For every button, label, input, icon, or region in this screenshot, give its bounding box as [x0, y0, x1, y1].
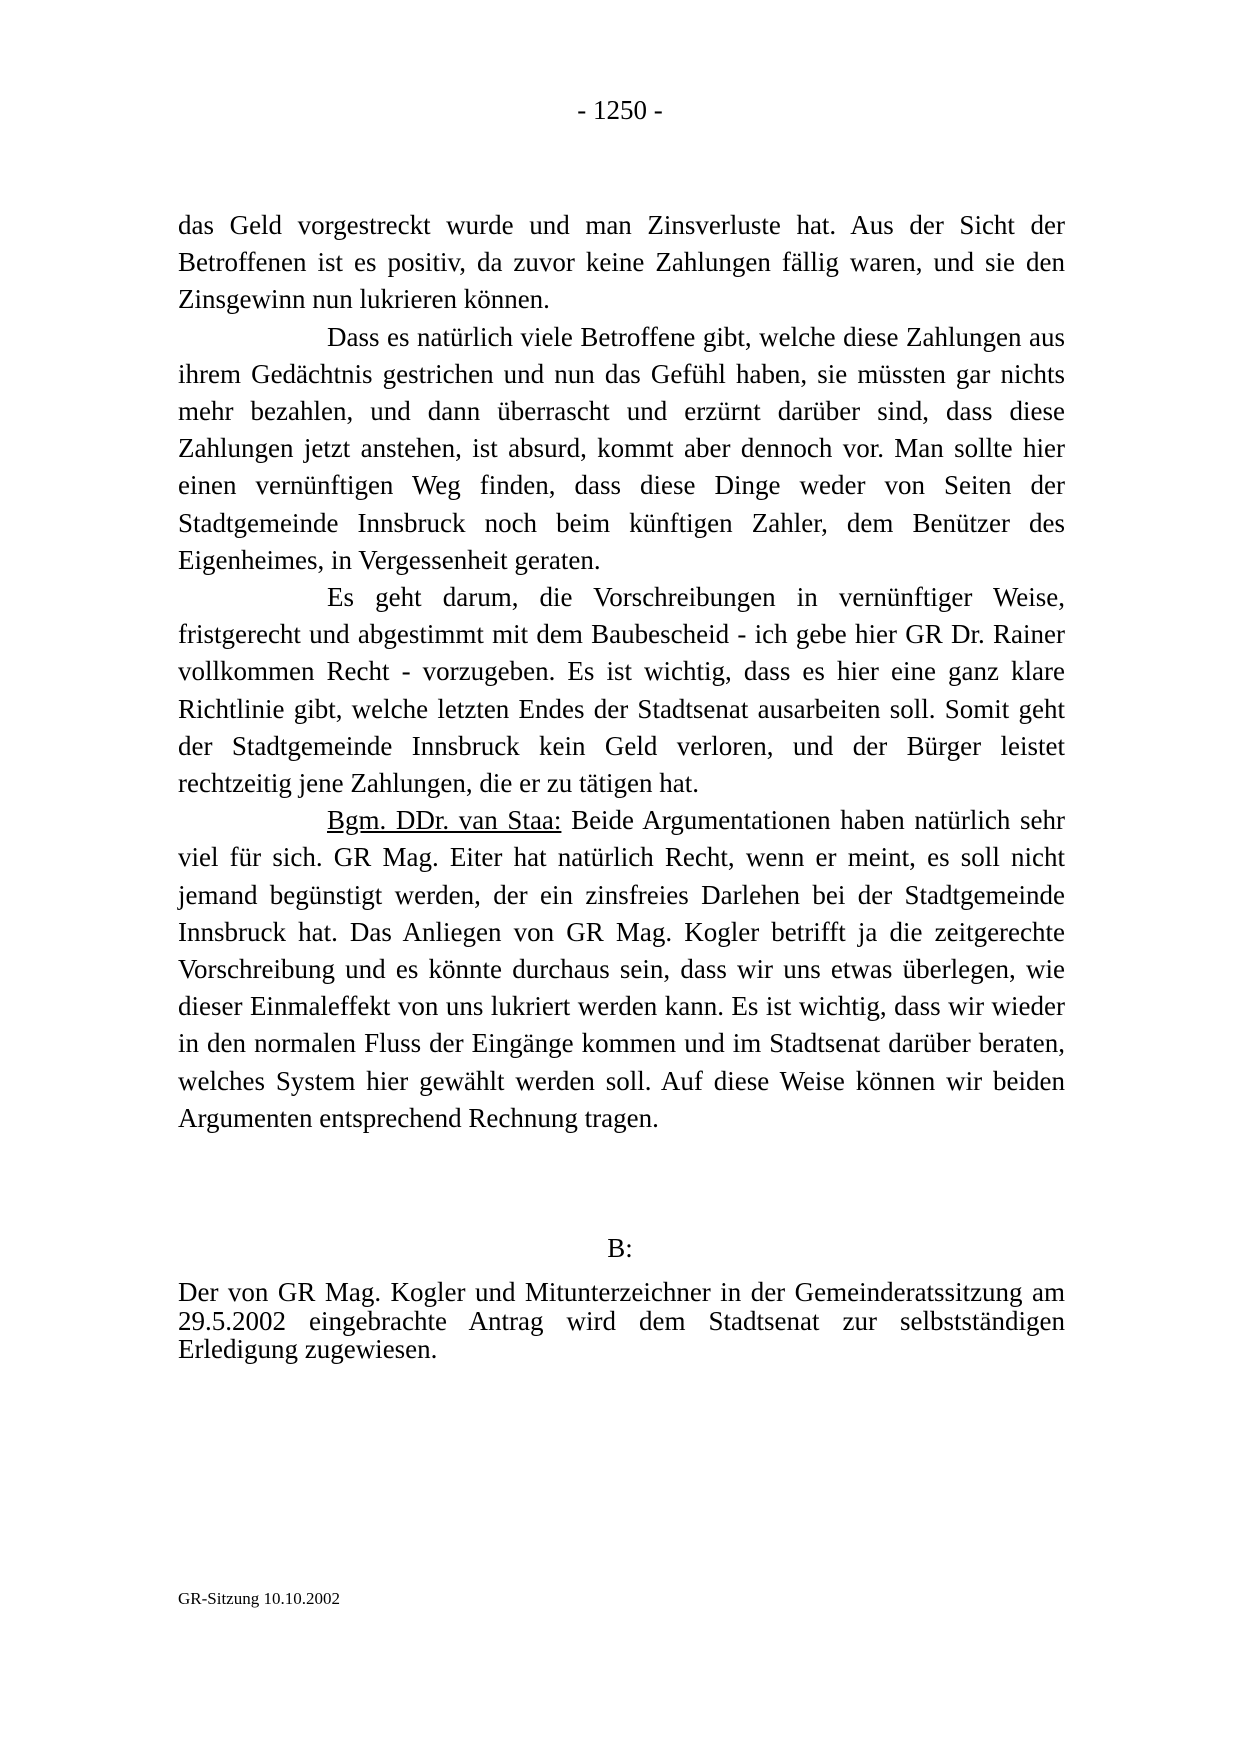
- paragraph-betroffene: Dass es natürlich viele Betroffene gibt, welche diese Zahlungen aus ihrem Gedächtnis gestrichen und nun das Gefühl haben, sie müssten gar nichts mehr bezahlen, und dann überrascht und erzürnt darüber sind, dass diese Zahlungen jetzt anstehen, ist absurd, kommt aber dennoch vor. Man sollte hier einen vernünftigen Weg finden, dass diese Dinge weder von Seiten der Stadtgemeinde Innsbruck noch beim künftigen Zahler, dem Benützer des Eigenheimes, in Vergessenheit geraten.: [178, 321, 1065, 575]
- page-number: - 1250 -: [577, 95, 663, 125]
- resolution-text: Der von GR Mag. Kogler und Mitunterzeichner in der Gemeinderatssitzung am 29.5.2002 eingebrachte Antrag wird dem Stadtsenat zur selbstständigen Erledigung zugewiesen.: [178, 1277, 1065, 1364]
- footer-session-date: GR-Sitzung 10.10.2002: [178, 1589, 340, 1608]
- document-body: [178, 207, 1065, 1137]
- speaker-name: Bgm. DDr. van Staa:: [327, 805, 562, 836]
- paragraph-vorschreibungen: Es geht darum, die Vorschreibungen in vernünftiger Weise, fristgerecht und abgestimmt mit dem Baubescheid - ich gebe hier GR Dr. Rainer vollkommen Recht - vorzugeben. Es ist wichtig, dass es hier eine ganz klare Richtlinie gibt, welche letzten Endes der Stadtsenat ausarbeiten soll. Somit geht der Stadtgemeinde Innsbruck kein Geld verloren, und der Bürger leistet rechtzeitig jene Zahlungen, die er zu tätigen hat.: [178, 582, 1065, 799]
- paragraph-mayor-statement: [178, 802, 1065, 1137]
- paragraph-continuation: das Geld vorgestreckt wurde und man Zinsverluste hat. Aus der Sicht der Betroffenen ist es positiv, da zuvor keine Zahlungen fällig waren, und sie den Zinsgewinn nun lukrieren können.: [178, 210, 1065, 315]
- section-label: B:: [607, 1233, 633, 1263]
- mayor-statement-text: Beide Argumentationen haben natürlich sehr viel für sich. GR Mag. Eiter hat natürlich Recht, wenn er meint, es soll nicht jemand begünstigt werden, der ein zinsfreies Darlehen bei der Stadtgemeinde Innsbruck hat. Das Anliegen von GR Mag. Kogler betrifft ja die zeitgerechte Vorschreibung und es könnte durchaus sein, dass wir uns etwas überlegen, wie dieser Einmaleffekt von uns lukriert werden kann. Es ist wichtig, dass wir wieder in den normalen Fluss der Eingänge kommen und im Stadtsenat darüber beraten, welches System hier gewählt werden soll. Auf diese Weise können wir beiden Argumenten entsprechend Rechnung tragen.: [178, 805, 1065, 1133]
